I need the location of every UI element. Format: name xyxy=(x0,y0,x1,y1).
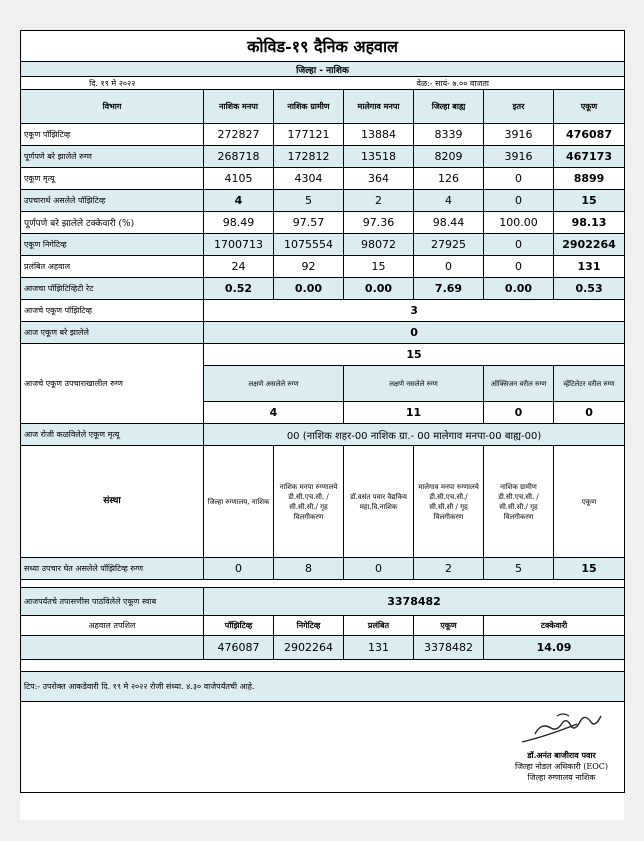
today-recovered-value: 0 xyxy=(204,322,625,344)
summary-header: निगेटिव्ह xyxy=(274,616,344,636)
district-label: जिल्हा - नाशिक xyxy=(21,62,625,77)
swabs-row xyxy=(21,588,625,616)
table-row xyxy=(21,212,625,234)
cell: 97.57 xyxy=(274,212,344,234)
row-label: आज रोजी कळविलेले एकूण मृत्यू xyxy=(21,424,204,446)
column-header: एकूण xyxy=(554,90,625,124)
cell: 1075554 xyxy=(274,234,344,256)
row-label: प्रलंबित अहवाल xyxy=(21,256,204,278)
cell: 5 xyxy=(274,190,344,212)
cell: 7.69 xyxy=(414,278,484,300)
cell: 0 xyxy=(484,234,554,256)
cell: 268718 xyxy=(204,146,274,168)
cell: 0.00 xyxy=(484,278,554,300)
institution-values-row xyxy=(21,558,625,580)
cell: 15 xyxy=(344,256,414,278)
institution-column: एकूण xyxy=(554,446,625,558)
cell: 0 xyxy=(554,402,625,424)
total-cell: 131 xyxy=(554,256,625,278)
column-header: नाशिक मनपा xyxy=(204,90,274,124)
today-positive-value: 3 xyxy=(204,300,625,322)
summary-blank xyxy=(21,636,204,660)
table-row xyxy=(21,234,625,256)
cell: 0 xyxy=(484,402,554,424)
table-row xyxy=(21,146,625,168)
column-header-row xyxy=(21,90,625,124)
cell: 0.00 xyxy=(344,278,414,300)
total-cell: 0.53 xyxy=(554,278,625,300)
total-cell: 467173 xyxy=(554,146,625,168)
cell: 4304 xyxy=(274,168,344,190)
row-label: सध्या उपचार घेत असलेले पॉझिटिव्ह रुग्ण xyxy=(21,558,204,580)
cell: 14.09 xyxy=(484,636,625,660)
cell: 13518 xyxy=(344,146,414,168)
cell: 11 xyxy=(344,402,484,424)
row-label: एकूण पॉझिटिव्ह xyxy=(21,124,204,146)
summary-header: टक्केवारी xyxy=(484,616,625,636)
cell: 172812 xyxy=(274,146,344,168)
table-row xyxy=(21,278,625,300)
column-header: इतर xyxy=(484,90,554,124)
spacer xyxy=(21,580,625,588)
row-label: आजचा पॉझिटिव्हिटी रेट xyxy=(21,278,204,300)
cell: 98.49 xyxy=(204,212,274,234)
cell: 131 xyxy=(344,636,414,660)
signature-row xyxy=(21,702,625,793)
cell: 0 xyxy=(484,168,554,190)
table-row xyxy=(21,124,625,146)
today-recovered-row xyxy=(21,322,625,344)
treatment-total-value: 15 xyxy=(204,344,625,366)
total-cell: 8899 xyxy=(554,168,625,190)
cell: 0.00 xyxy=(274,278,344,300)
report-date: दि. १९ मे २०२२ xyxy=(21,77,204,90)
cell: 97.36 xyxy=(344,212,414,234)
treatment-total-row xyxy=(21,344,625,366)
summary-header: पॉझिटिव्ह xyxy=(204,616,274,636)
column-header: जिल्हा बाह्य xyxy=(414,90,484,124)
cell: 177121 xyxy=(274,124,344,146)
spacer-row xyxy=(21,660,625,672)
cell: 0 xyxy=(484,190,554,212)
cell: 0 xyxy=(414,256,484,278)
today-positive-row xyxy=(21,300,625,322)
date-spacer xyxy=(204,77,414,90)
cell: 2 xyxy=(414,558,484,580)
summary-header: एकूण xyxy=(414,616,484,636)
row-label: अहवाल तपशिल xyxy=(21,616,204,636)
institution-header-row xyxy=(21,446,625,558)
cell: 5 xyxy=(484,558,554,580)
signatory-name: डॉ.अनंत बाजीराव पवार xyxy=(527,750,596,760)
cell: 3916 xyxy=(484,124,554,146)
signature-area xyxy=(21,702,625,793)
cell: 0.52 xyxy=(204,278,274,300)
cell: 24 xyxy=(204,256,274,278)
row-label: आज एकूण बरे झालेले xyxy=(21,322,204,344)
deaths-today-value: 00 (नाशिक शहर-00 नाशिक ग्रा.- 00 मालेगाव मनपा-00 बाह्य-00) xyxy=(204,424,625,446)
cell: 364 xyxy=(344,168,414,190)
total-cell: 98.13 xyxy=(554,212,625,234)
table-row xyxy=(21,256,625,278)
institution-column: नाशिक ग्रामीण डी.सी.एच.सी. /सी.सी.सी./ गृह विलगीकरण xyxy=(484,446,554,558)
cell: 3916 xyxy=(484,146,554,168)
sub-header: व्हेंटिलेटर वरील रुग्ण xyxy=(554,366,625,402)
row-label: एकूण मृत्यू xyxy=(21,168,204,190)
cell: 0 xyxy=(484,256,554,278)
cell: 8 xyxy=(274,558,344,580)
institution-column: मालेगाव मनपा रुग्णालये डी.सी.एच.सी./ सी.सी.सी / गृह विलगीकरण xyxy=(414,446,484,558)
cell: 8209 xyxy=(414,146,484,168)
row-label: उपचारार्थ असलेले पॉझिटिव्ह xyxy=(21,190,204,212)
institution-column: डॉ.वसंत पवार वैद्यकिय महा.वि.नाशिक xyxy=(344,446,414,558)
cell: 476087 xyxy=(204,636,274,660)
cell: 98072 xyxy=(344,234,414,256)
row-label: पूर्णपणे बरे झालेले रुग्ण xyxy=(21,146,204,168)
row-label: आजचे एकूण पॉझिटिव्ह xyxy=(21,300,204,322)
column-header: मालेगाव मनपा xyxy=(344,90,414,124)
column-header: नाशिक ग्रामीण xyxy=(274,90,344,124)
cell: 8339 xyxy=(414,124,484,146)
total-cell: 15 xyxy=(554,190,625,212)
report-sheet xyxy=(20,30,624,820)
deaths-today-row xyxy=(21,424,625,446)
summary-values-row xyxy=(21,636,625,660)
row-label: पूर्णपणे बरे झालेले टक्केवारी (%) xyxy=(21,212,204,234)
note-text: टिप:- उपरोक्त आकडेवारी दि. १९ मे २०२२ रोजी संध्या. ४.३० वाजेपर्यंतची आहे. xyxy=(21,672,625,702)
table-row xyxy=(21,168,625,190)
sub-header: ऑक्सिजन वरील रुग्ण xyxy=(484,366,554,402)
sub-header: लक्षणे नसलेले रुग्ण xyxy=(344,366,484,402)
row-label: आजचे एकूण उपचाराखालील रुग्ण xyxy=(21,344,204,424)
signatory-designation: जिल्हा नोडल अधिकारी (EOC) xyxy=(515,762,609,771)
spacer xyxy=(21,660,625,672)
table-row xyxy=(21,190,625,212)
cell: 1700713 xyxy=(204,234,274,256)
cell: 4 xyxy=(414,190,484,212)
signatory-office: जिल्हा रुग्णालय नाशिक xyxy=(527,773,596,782)
cell: 3378482 xyxy=(414,636,484,660)
row-label: एकूण निगेटिव्ह xyxy=(21,234,204,256)
signature-block xyxy=(515,708,608,783)
total-cell: 15 xyxy=(554,558,625,580)
cell: 126 xyxy=(414,168,484,190)
total-cell: 476087 xyxy=(554,124,625,146)
institution-column: नाशिक मनपा रुग्णालये डी.सी.एच.सी. / सी.सी.सी./ गृह विलगीकरण xyxy=(274,446,344,558)
cell: 0 xyxy=(204,558,274,580)
cell: 13884 xyxy=(344,124,414,146)
cell: 27925 xyxy=(414,234,484,256)
swabs-value: 3378482 xyxy=(204,588,625,616)
signature-mark xyxy=(517,708,607,748)
row-label: आजपर्यंतचे तपासणीस पाठविलेले एकूण स्वाब xyxy=(21,588,204,616)
institution-column: जिल्हा रुग्णालय, नाशिक xyxy=(204,446,274,558)
cell: 98.44 xyxy=(414,212,484,234)
cell: 92 xyxy=(274,256,344,278)
spacer-row xyxy=(21,580,625,588)
cell: 2902264 xyxy=(274,636,344,660)
report-time: वेळ:- सायं- ७.०० वाजता xyxy=(414,77,625,90)
summary-header-row xyxy=(21,616,625,636)
summary-header: प्रलंबित xyxy=(344,616,414,636)
institution-header: संस्था xyxy=(21,446,204,558)
column-header: विभाग xyxy=(21,90,204,124)
cell: 272827 xyxy=(204,124,274,146)
cell: 100.00 xyxy=(484,212,554,234)
note-row xyxy=(21,672,625,702)
total-cell: 2902264 xyxy=(554,234,625,256)
cell: 4 xyxy=(204,402,344,424)
cell: 0 xyxy=(344,558,414,580)
cell: 2 xyxy=(344,190,414,212)
cell: 4 xyxy=(204,190,274,212)
sub-header: लक्षणे असलेले रुग्ण xyxy=(204,366,344,402)
report-table xyxy=(20,30,625,793)
cell: 4105 xyxy=(204,168,274,190)
report-title: कोविड-१९ दैनिक अहवाल xyxy=(21,31,625,62)
